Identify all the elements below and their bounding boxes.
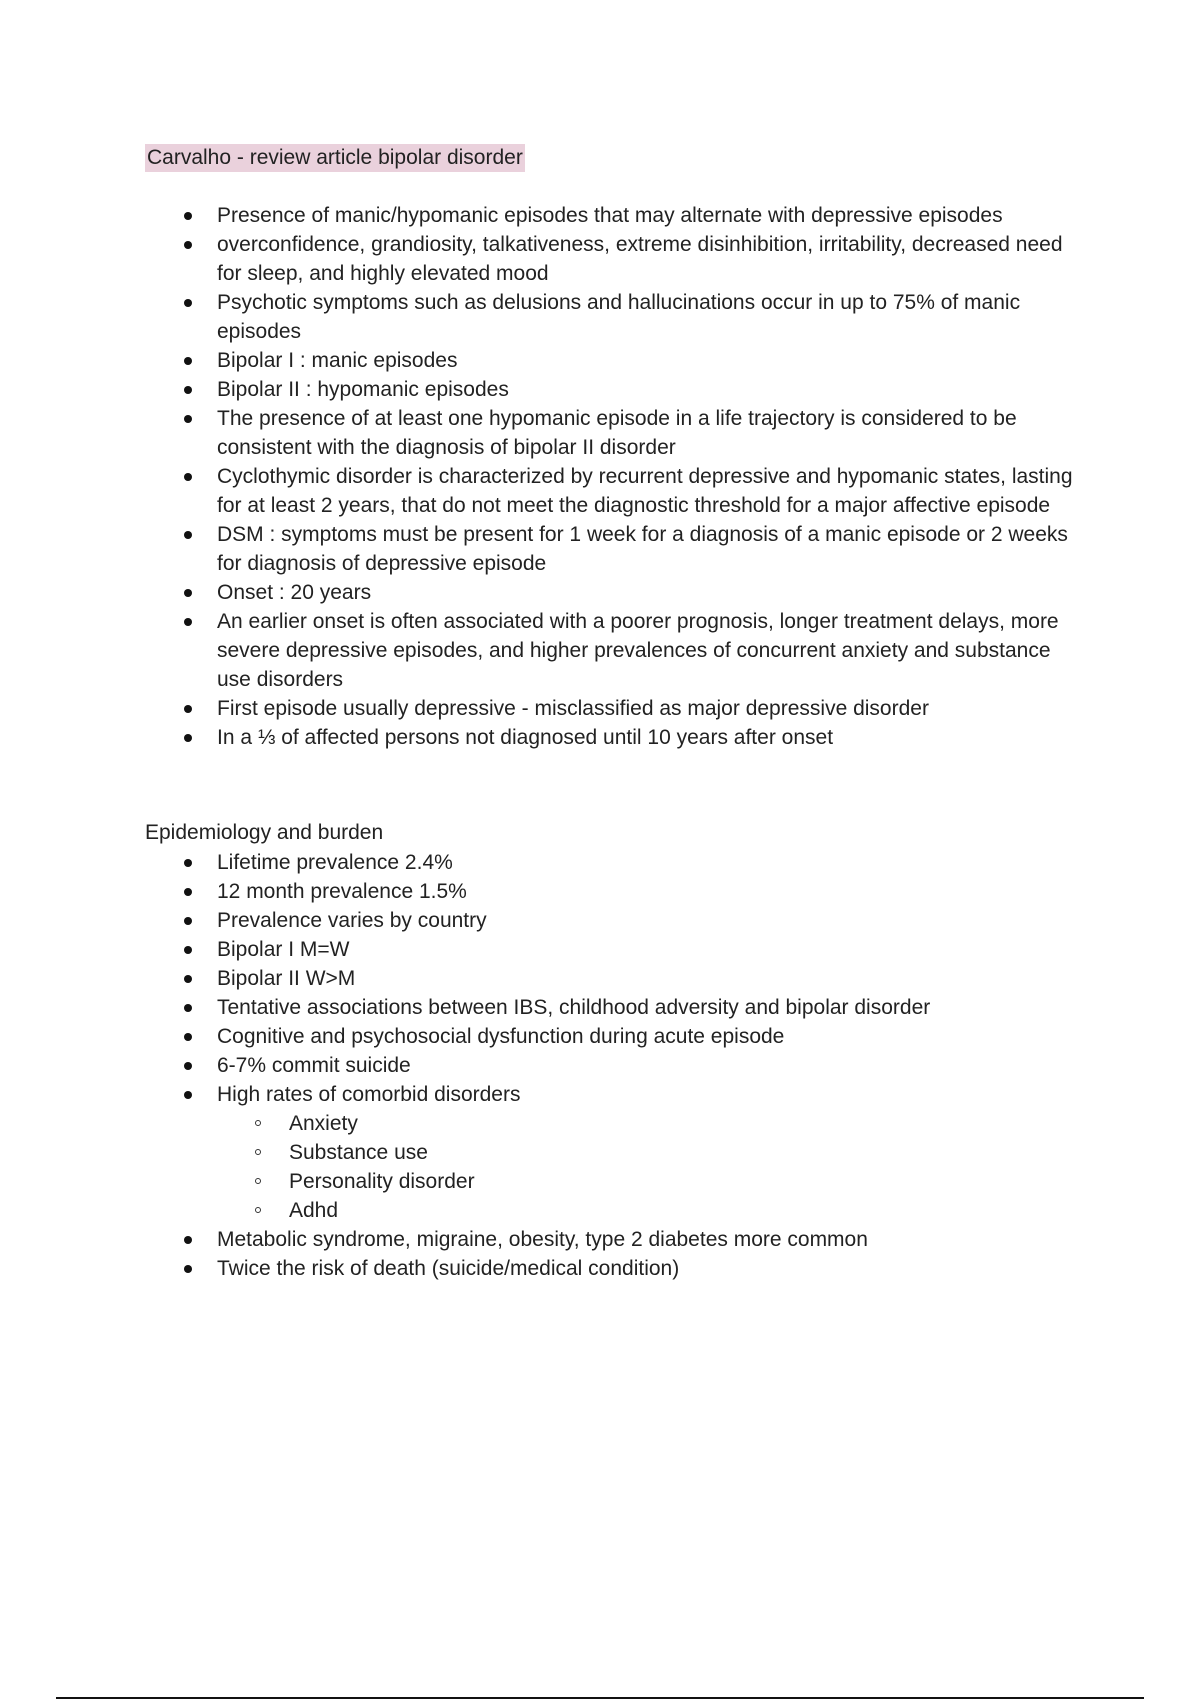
bullet-icon	[184, 859, 192, 867]
section1-bullet-list	[0, 201, 1200, 752]
list-item: Bipolar I : manic episodes	[0, 346, 1200, 375]
bullet-icon	[184, 241, 192, 249]
list-item: Presence of manic/hypomanic episodes that may alternate with depressive episodes	[0, 201, 1200, 230]
list-item: 6-7% commit suicide	[0, 1051, 1200, 1080]
footer-divider	[56, 1697, 1144, 1699]
list-item: Lifetime prevalence 2.4%	[0, 848, 1200, 877]
list-item: Metabolic syndrome, migraine, obesity, type 2 diabetes more common	[0, 1225, 1200, 1254]
bullet-icon	[184, 946, 192, 954]
bullet-icon	[184, 473, 192, 481]
comorbid-sub-list	[217, 1109, 1090, 1225]
bullet-icon	[184, 531, 192, 539]
bullet-icon	[184, 1004, 192, 1012]
list-item: Bipolar II : hypomanic episodes	[0, 375, 1200, 404]
hollow-bullet-icon	[255, 1149, 261, 1155]
list-item: Psychotic symptoms such as delusions and hallucinations occur in up to 75% of manic episodes	[0, 288, 1200, 346]
hollow-bullet-icon	[255, 1207, 261, 1213]
bullet-icon	[184, 357, 192, 365]
list-item: First episode usually depressive - misclassified as major depressive disorder	[0, 694, 1200, 723]
list-item: An earlier onset is often associated with a poorer prognosis, longer treatment delays, more severe depressive episodes, and higher prevalences of concurrent anxiety and substance use disorders	[0, 607, 1200, 694]
bullet-icon	[184, 1033, 192, 1041]
list-item: Tentative associations between IBS, childhood adversity and bipolar disorder	[0, 993, 1200, 1022]
bullet-icon	[184, 705, 192, 713]
list-item: Prevalence varies by country	[0, 906, 1200, 935]
section2-bullet-list	[0, 848, 1200, 1283]
section-heading-epidemiology: Epidemiology and burden	[145, 821, 384, 844]
list-item: Cyclothymic disorder is characterized by recurrent depressive and hypomanic states, lasting for at least 2 years, that do not meet the diagnostic threshold for a major affective episode	[0, 462, 1200, 520]
sub-list-item: Adhd	[217, 1196, 1090, 1225]
bullet-icon	[184, 888, 192, 896]
list-item: Cognitive and psychosocial dysfunction during acute episode	[0, 1022, 1200, 1051]
bullet-icon	[184, 212, 192, 220]
bullet-icon	[184, 386, 192, 394]
sub-list-item: Anxiety	[217, 1109, 1090, 1138]
hollow-bullet-icon	[255, 1120, 261, 1126]
bullet-icon	[184, 415, 192, 423]
list-item: 12 month prevalence 1.5%	[0, 877, 1200, 906]
bullet-icon	[184, 734, 192, 742]
document-title: Carvalho - review article bipolar disorder	[145, 144, 525, 172]
bullet-icon	[184, 1091, 192, 1099]
hollow-bullet-icon	[255, 1178, 261, 1184]
bullet-icon	[184, 917, 192, 925]
list-item: Onset : 20 years	[0, 578, 1200, 607]
bullet-icon	[184, 618, 192, 626]
list-item: DSM : symptoms must be present for 1 week for a diagnosis of a manic episode or 2 weeks for diagnosis of depressive episode	[0, 520, 1200, 578]
sub-list-item: Substance use	[217, 1138, 1090, 1167]
list-item: Bipolar II W>M	[0, 964, 1200, 993]
list-item: The presence of at least one hypomanic episode in a life trajectory is considered to be consistent with the diagnosis of bipolar II disorder	[0, 404, 1200, 462]
bullet-icon	[184, 299, 192, 307]
bullet-icon	[184, 1236, 192, 1244]
bullet-icon	[184, 1265, 192, 1273]
list-item: Bipolar I M=W	[0, 935, 1200, 964]
list-item: Twice the risk of death (suicide/medical condition)	[0, 1254, 1200, 1283]
list-item: overconfidence, grandiosity, talkativeness, extreme disinhibition, irritability, decreased need for sleep, and highly elevated mood	[0, 230, 1200, 288]
list-item: In a ⅓ of affected persons not diagnosed until 10 years after onset	[0, 723, 1200, 752]
list-item: High rates of comorbid disorders Anxiety Substance use Personality disorder Adhd	[0, 1080, 1200, 1225]
bullet-icon	[184, 589, 192, 597]
sub-list-item: Personality disorder	[217, 1167, 1090, 1196]
bullet-icon	[184, 975, 192, 983]
bullet-icon	[184, 1062, 192, 1070]
